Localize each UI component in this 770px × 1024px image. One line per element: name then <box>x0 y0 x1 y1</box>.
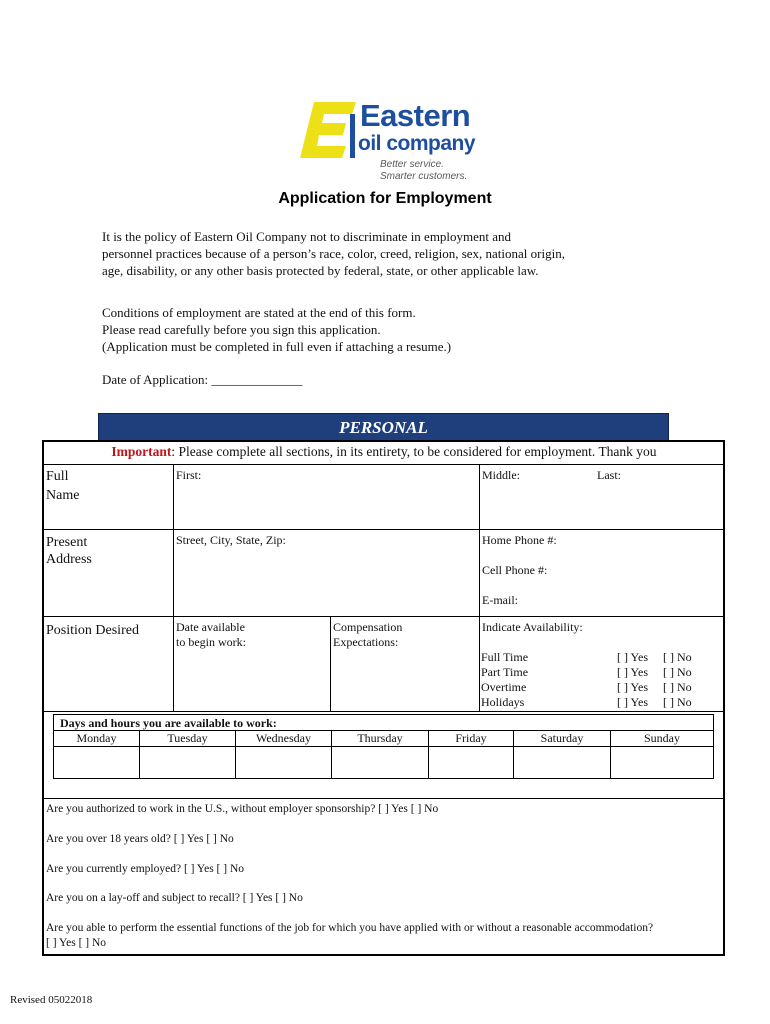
important-label: Important <box>111 444 172 459</box>
availability-label: Indicate Availability: <box>482 620 583 634</box>
availability-no-checkbox[interactable]: [ ] No <box>663 650 692 664</box>
middle-label: Middle: <box>482 468 520 482</box>
logo-name: Eastern <box>360 98 471 133</box>
question-work-authorization[interactable]: Are you authorized to work in the U.S., without employer sponsorship? [ ] Yes [ ] No <box>46 803 439 815</box>
availability-type: Overtime <box>481 680 527 694</box>
day-label-tuesday: Tuesday <box>167 731 208 745</box>
question-over-18[interactable]: Are you over 18 years old? [ ] Yes [ ] No <box>46 833 234 845</box>
street-label: Street, City, State, Zip: <box>176 533 286 547</box>
company-logo <box>300 96 480 188</box>
personal-section-header: PERSONAL <box>98 413 669 441</box>
full-name-label-2: Name <box>46 488 80 503</box>
days-header-divider <box>53 746 714 747</box>
last-label: Last: <box>597 468 621 482</box>
availability-row <box>480 665 720 680</box>
availability-type: Holidays <box>481 695 525 709</box>
revision-footer: Revised 05022018 <box>10 994 93 1006</box>
home-phone-label: Home Phone #: <box>482 533 557 547</box>
day-label-thursday: Thursday <box>357 731 403 745</box>
full-name-label-1: Full <box>46 469 69 484</box>
conditions-line-1: Conditions of employment are stated at the end of this form. <box>102 305 416 320</box>
day-label-saturday: Saturday <box>540 731 584 745</box>
availability-no-checkbox[interactable]: [ ] No <box>663 680 692 694</box>
important-notice <box>44 444 724 460</box>
date-available-label-1: Date available <box>176 620 245 634</box>
availability-row <box>480 680 720 695</box>
logo-e-mark-icon <box>300 102 364 158</box>
availability-type: Part Time <box>481 665 529 679</box>
day-label-friday: Friday <box>455 731 487 745</box>
address-label-1: Present <box>46 535 88 550</box>
questions-divider <box>42 798 725 799</box>
question-lay-off[interactable]: Are you on a lay-off and subject to recall? [ ] Yes [ ] No <box>46 892 303 904</box>
availability-yes-checkbox[interactable]: [ ] Yes <box>617 665 649 679</box>
availability-row <box>480 650 720 665</box>
conditions-line-2: Please read carefully before you sign this application. <box>102 322 381 337</box>
page-title: Application for Employment <box>278 190 492 207</box>
conditions-line-3: (Application must be completed in full even if attaching a resume.) <box>102 339 452 354</box>
day-label-sunday: Sunday <box>644 731 680 745</box>
availability-yes-checkbox[interactable]: [ ] Yes <box>617 695 649 709</box>
important-text: : Please complete all sections, in its entirety, to be considered for employment. Thank you <box>171 444 657 459</box>
email-label: E-mail: <box>482 593 518 607</box>
logo-tagline-2: Smarter customers. <box>380 171 468 182</box>
logo-subname: oil company <box>358 132 476 155</box>
days-heading: Days and hours you are available to work: <box>60 716 277 730</box>
question-essential-functions-answer[interactable]: [ ] Yes [ ] No <box>46 937 107 949</box>
availability-no-checkbox[interactable]: [ ] No <box>663 665 692 679</box>
availability-yes-checkbox[interactable]: [ ] Yes <box>617 680 649 694</box>
first-name-field[interactable] <box>173 464 480 530</box>
day-label-monday: Monday <box>76 731 117 745</box>
policy-line-1: It is the policy of Eastern Oil Company not to discriminate in employment and <box>102 229 512 244</box>
availability-yes-checkbox[interactable]: [ ] Yes <box>617 650 649 664</box>
position-desired-label: Position Desired <box>46 623 139 638</box>
question-essential-functions: Are you able to perform the essential functions of the job for which you have applied with or without a reasonable accommodation? <box>46 922 654 934</box>
date-available-label-2: to begin work: <box>176 635 246 649</box>
question-currently-employed[interactable]: Are you currently employed? [ ] Yes [ ] No <box>46 863 245 875</box>
day-label-wednesday: Wednesday <box>255 731 311 745</box>
logo-tagline-1: Better service. <box>380 159 444 170</box>
compensation-label-2: Expectations: <box>333 635 399 649</box>
availability-row <box>480 695 720 710</box>
availability-type: Full Time <box>481 650 529 664</box>
first-label: First: <box>176 468 202 482</box>
policy-line-2: personnel practices because of a person’s race, color, creed, religion, sex, national origin, <box>102 246 565 261</box>
address-label-2: Address <box>46 552 92 567</box>
policy-line-3: age, disability, or any other basis protected by federal, state, or other applicable law. <box>102 263 539 278</box>
availability-no-checkbox[interactable]: [ ] No <box>663 695 692 709</box>
compensation-label-1: Compensation <box>333 620 403 634</box>
date-of-application-field[interactable]: Date of Application: ______________ <box>102 372 303 387</box>
cell-phone-label: Cell Phone #: <box>482 563 548 577</box>
